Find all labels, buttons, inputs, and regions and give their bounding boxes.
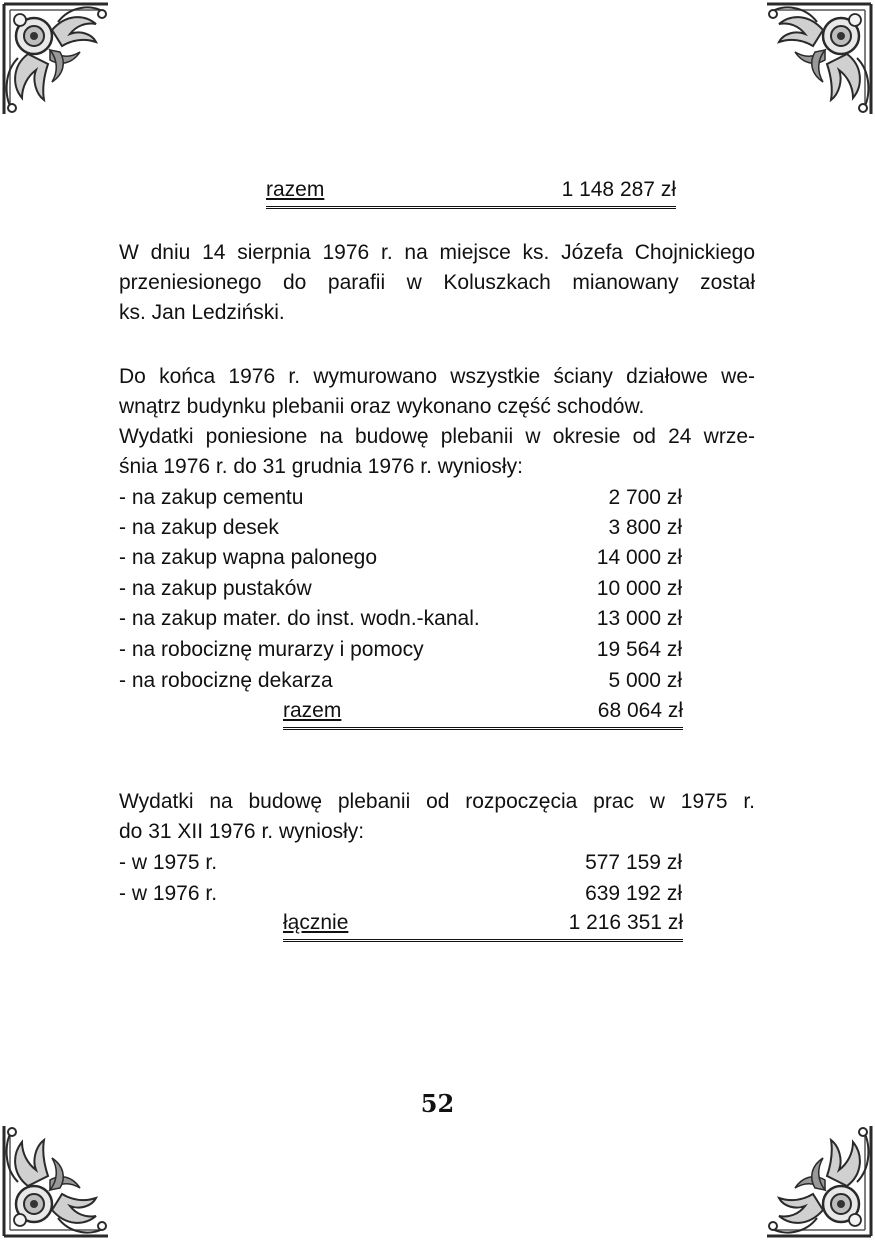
yearly-amount: 577 159 zł [585, 851, 682, 874]
yearly-label: - w 1975 r. [119, 851, 218, 874]
expense-row [119, 543, 682, 573]
paragraph-line: Wydatki poniesione na budowę plebanii w okresie od 24 wrze- [119, 425, 755, 448]
total-amount: 68 064 zł [597, 699, 683, 722]
expense-label: - na robociznę murarzy i pomocy [119, 638, 424, 661]
expense-label: - na robociznę dekarza [119, 669, 333, 692]
paragraph-line: Do końca 1976 r. wymurowano wszystkie ściany działowe we- [119, 365, 755, 388]
expense-amount: 19 564 zł [596, 638, 682, 661]
expense-row [119, 574, 682, 604]
expense-row [119, 483, 682, 513]
total-amount: 1 148 287 zł [561, 178, 676, 201]
expense-amount: 2 700 zł [608, 486, 682, 509]
expense-amount: 5 000 zł [608, 669, 682, 692]
total-label: razem [283, 699, 342, 722]
paragraph-line: przeniesionego do parafii w Koluszkach mianowany został [119, 271, 755, 294]
yearly-row [119, 848, 682, 878]
yearly-label: - w 1976 r. [119, 882, 218, 905]
total-label: razem [266, 178, 325, 201]
expense-label: - na zakup mater. do inst. wodn.-kanal. [119, 607, 480, 630]
expense-row [119, 635, 682, 665]
paragraph-line: śnia 1976 r. do 31 grudnia 1976 r. wyniosły: [119, 455, 523, 478]
baroque-corner-ornament-icon [763, 1122, 875, 1240]
expense-label: - na zakup desek [119, 516, 279, 539]
expense-amount: 14 000 zł [596, 546, 682, 569]
paragraph-appointment [119, 238, 755, 328]
baroque-corner-ornament-icon [0, 1122, 112, 1240]
paragraph-line: wnątrz budynku plebanii oraz wykonano część schodów. [119, 395, 645, 418]
expense-amount: 10 000 zł [596, 577, 682, 600]
expense-amount: 13 000 zł [596, 607, 682, 630]
top-total-row [266, 176, 676, 209]
expenses-total-row [283, 697, 683, 730]
paragraph-summary [119, 787, 755, 847]
page-number: 52 [420, 1089, 455, 1118]
baroque-corner-ornament-icon [0, 0, 112, 118]
paragraph-line: do 31 XII 1976 r. wyniosły: [119, 820, 365, 843]
expense-label: - na zakup cementu [119, 486, 304, 509]
expense-row [119, 604, 682, 634]
grand-total-row [283, 909, 683, 942]
paragraph-construction [119, 362, 755, 482]
expense-row [119, 666, 682, 696]
expense-amount: 3 800 zł [608, 516, 682, 539]
paragraph-line: ks. Jan Ledziński. [119, 301, 285, 324]
expense-label: - na zakup wapna palonego [119, 546, 378, 569]
total-amount: 1 216 351 zł [568, 911, 683, 934]
baroque-corner-ornament-icon [763, 0, 875, 118]
yearly-amount: 639 192 zł [585, 882, 682, 905]
yearly-row [119, 879, 682, 909]
paragraph-line: Wydatki na budowę plebanii od rozpoczęcia prac w 1975 r. [119, 790, 755, 813]
paragraph-line: W dniu 14 sierpnia 1976 r. na miejsce ks. Józefa Chojnickiego [119, 241, 755, 264]
total-label: łącznie [283, 911, 349, 934]
expense-row [119, 513, 682, 543]
expense-label: - na zakup pustaków [119, 577, 312, 600]
